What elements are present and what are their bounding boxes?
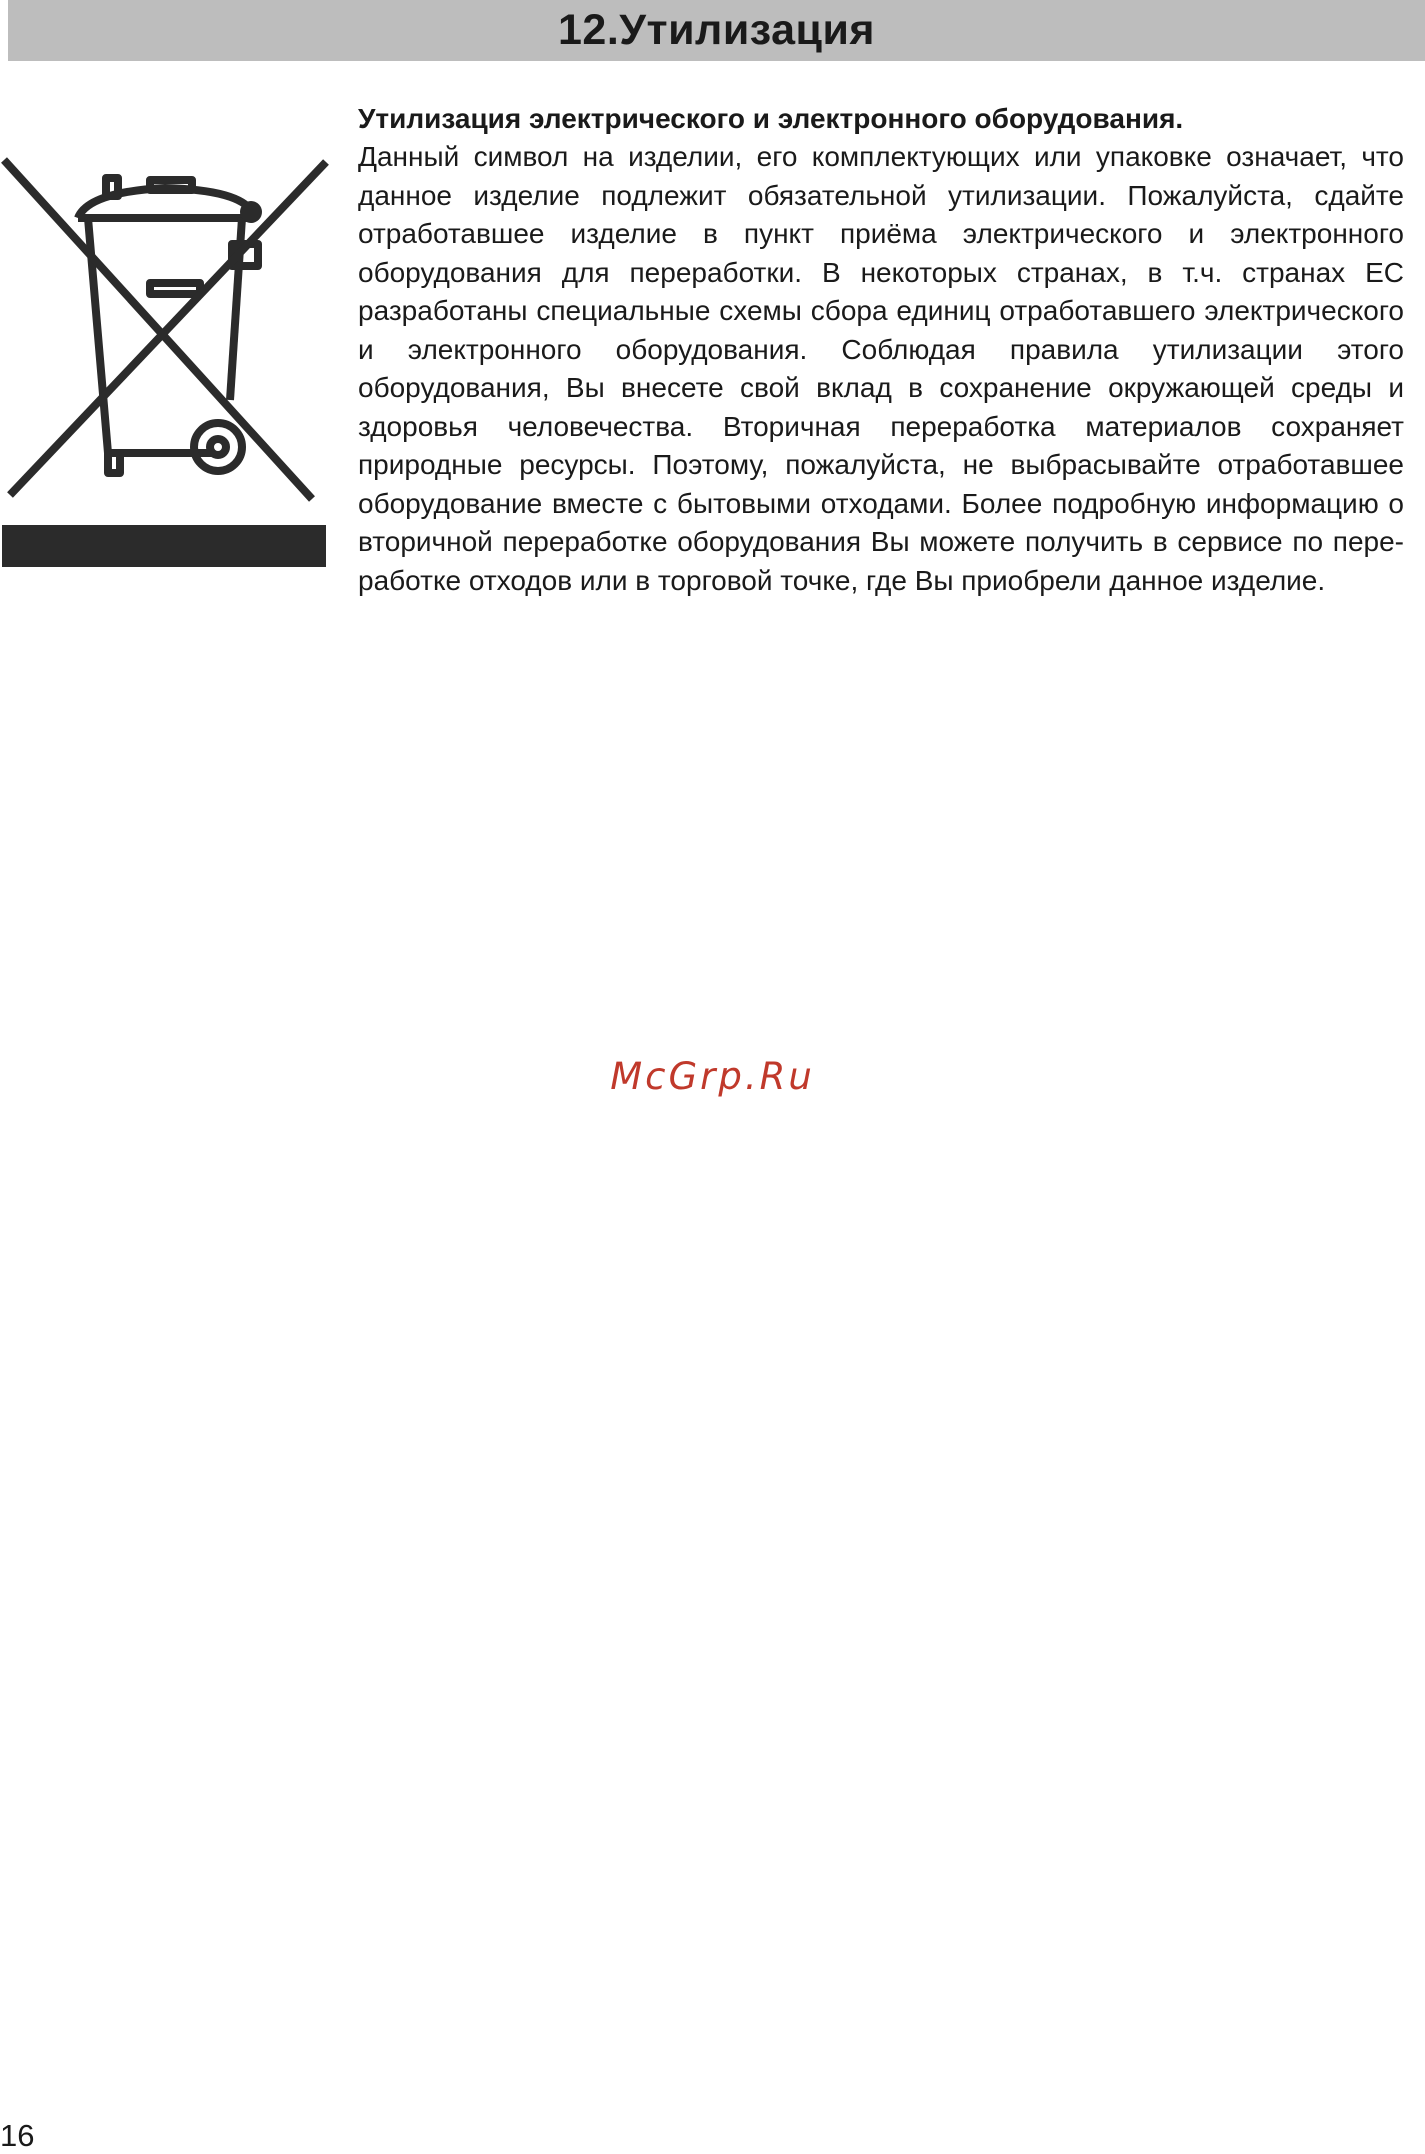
section-header-bar	[8, 0, 1425, 61]
crossed-out-wheelie-bin-icon	[0, 150, 330, 570]
page-number: 16	[0, 2118, 35, 2153]
body-paragraph: Данный символ на изделии, его комплектующих или упаковке означает, что данное изделие подлежит обязательной утилизации. Пожалуйста, сдайте отработавшее изделие в пункт приёма электрического и электронного оборудования для переработки. В некоторых странах, в т.ч. странах ЕС разработаны специальные схемы сбора единиц отработавшего электрического и электронного оборудования. Соблюдая правила утилизации этого оборудования, Вы внесете свой вклад в сохранение окружающей среды и здоровья человечества. Вторичная переработка материалов сохраняет природные ресурсы. Поэтому, пожалуйста, не выбрасывайте отработавшее оборудование вместе с бытовыми отходами. Более подробную информацию о вторичной переработке оборудования Вы можете получить в сервисе по переработке отходов или в торговой точке, где Вы приобрели данное изделие.	[358, 141, 1404, 596]
section-heading: Утилизация электрического и электронного оборудования.	[358, 103, 1184, 134]
section-title: 12.Утилизация	[558, 6, 875, 54]
content-column	[358, 100, 1404, 600]
watermark: McGrp.Ru	[610, 1055, 815, 1098]
weee-symbol	[0, 150, 330, 570]
